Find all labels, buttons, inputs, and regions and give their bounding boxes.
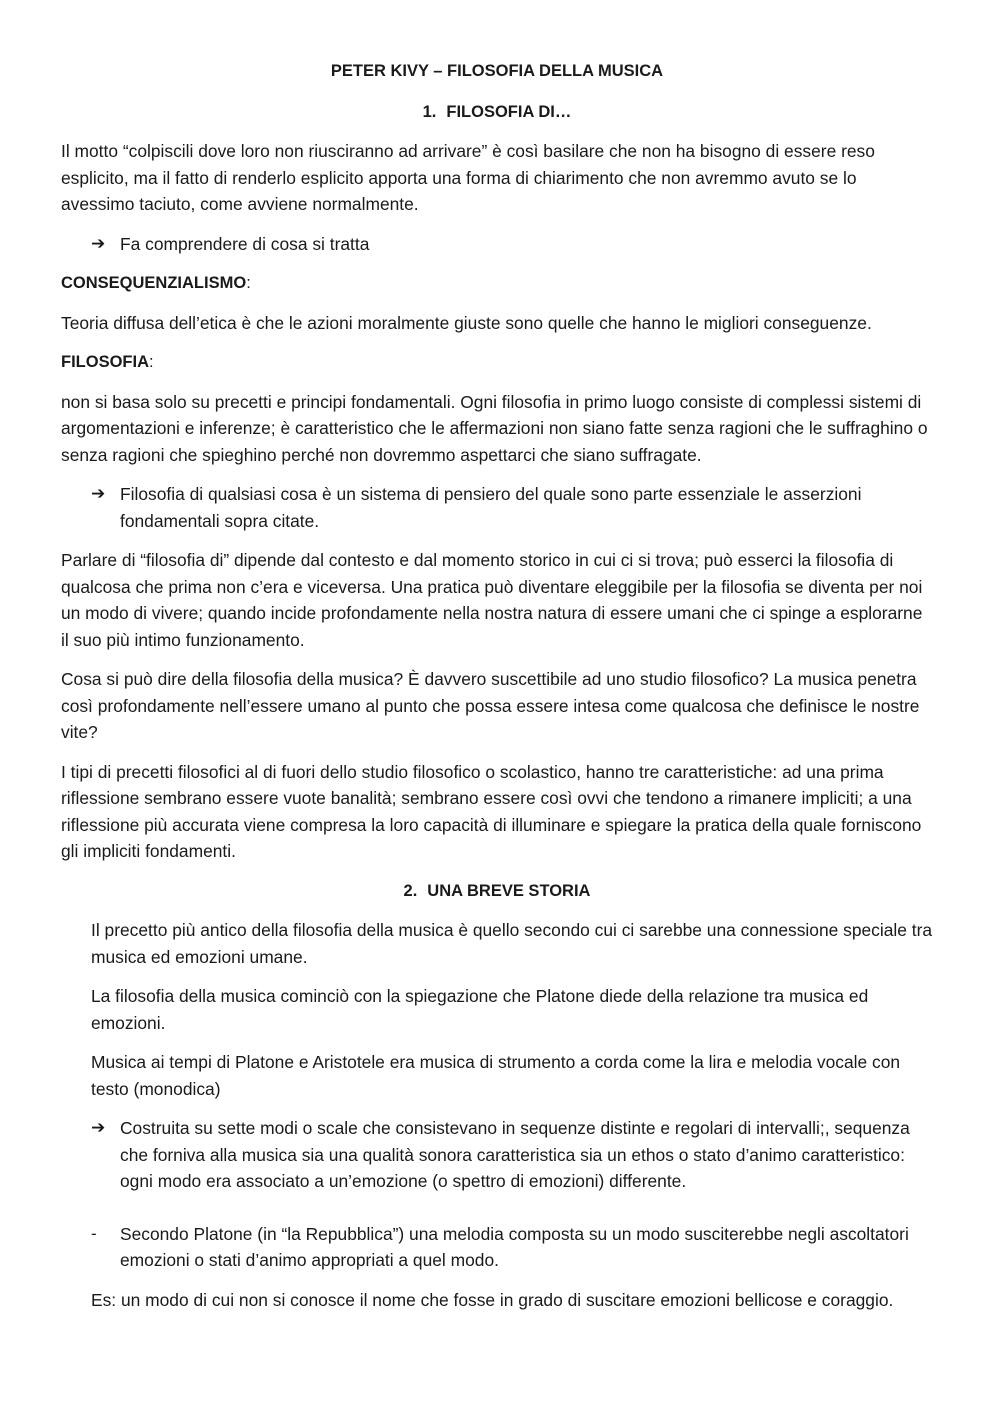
paragraph-platone: La filosofia della musica cominciò con la spiegazione che Platone diede della relazione tra musica ed emozioni. [91, 986, 869, 1033]
arrow-right-icon: ➔ [91, 1118, 106, 1137]
arrow-bullet-text: Fa comprendere di cosa si tratta [120, 233, 370, 254]
section-title-1: FILOSOFIA DI… [446, 102, 572, 121]
document-title: PETER KIVY – FILOSOFIA DELLA MUSICA [330, 62, 664, 80]
arrow-bullet-item [91, 481, 933, 534]
arrow-bullet-text: Costruita su sette modi o scale che consistevano in sequenze distinte e regolari di intervalli;, sequenza che forniva alla musica sia una qualità sonora caratteristica sia un ethos o stato d’animo caratteristico: ogni modo era associato a un’emozione (o spettro di emozioni) differente. [120, 1118, 910, 1191]
paragraph-esempio: Es: un modo di cui non si conosce il nome che fosse in grado di suscitare emozioni bellicose e coraggio. [91, 1289, 894, 1310]
paragraph-filosofia: non si basa solo su precetti e principi fondamentali. Ogni filosofia in primo luogo consiste di complessi sistemi di argomentazioni e inferenze; è caratteristico che le affermazioni non siano fatte senza ragioni che le suffraghino o senza ragioni che spieghino perché non dovremmo aspettarci che siano suffragate. [61, 391, 928, 465]
paragraph-filosofia-di: Parlare di “filosofia di” dipende dal contesto e dal momento storico in cui ci si trova; può esserci la filosofia di qualcosa che prima non c’era e viceversa. Una pratica può diventare eleggibile per la filosofia se diventa per noi un modo di vivere; quando incide profondamente nella nostra natura di essere umani che ci spinge a esplorarne il suo più intimo funzionamento. [61, 550, 923, 650]
arrow-right-icon: ➔ [91, 484, 106, 503]
section-number-1: 1. [422, 102, 437, 121]
paragraph-musica-tempi: Musica ai tempi di Platone e Aristotele era musica di strumento a corda come la lira e melodia vocale con testo (monodica) [91, 1052, 901, 1099]
paragraph-filosofia-musica: Cosa si può dire della filosofia della musica? È davvero suscettibile ad uno studio filosofico? La musica penetra così profondamente nell’essere umano al punto che possa essere intesa come qualcosa che definisce le nostre vite? [61, 669, 920, 742]
label-filosofia-text: FILOSOFIA [61, 353, 149, 371]
arrow-bullet-item [91, 1115, 933, 1195]
paragraph-motto: Il motto “colpiscili dove loro non riusciranno ad arrivare” è così basilare che non ha bisogno di essere reso esplicito, ma il fatto di renderlo esplicito apporta una forma di chiarimento che non avremmo avuto se lo avessimo taciuto, come avviene normalmente. [61, 141, 875, 214]
dash-bullet-text: Secondo Platone (in “la Repubblica”) una melodia composta su un modo susciterebbe negli ascoltatori emozioni o stati d’animo appropriati a quel modo. [120, 1223, 909, 1270]
spacer [61, 1208, 933, 1221]
dash-bullet-icon: - [91, 1223, 97, 1243]
paragraph-precetti: I tipi di precetti filosofici al di fuori dello studio filosofico o scolastico, hanno tre caratteristiche: ad una prima riflessione sembrano essere vuote banalità; sembrano essere così ovvi che tendono a rimanere impliciti; a una riflessione più accurata viene compresa la loro capacità di illuminare e spiegare la pratica della quale forniscono gli impliciti fondamenti. [61, 761, 922, 861]
label-filosofia [61, 349, 933, 376]
arrow-right-icon: ➔ [91, 233, 106, 253]
label-colon: : [149, 353, 154, 371]
section-heading-2 [61, 878, 933, 905]
section-number-2: 2. [403, 881, 418, 900]
label-colon: : [246, 274, 251, 292]
paragraph-etica: Teoria diffusa dell’etica è che le azioni moralmente giuste sono quelle che hanno le migliori conseguenze. [61, 312, 872, 333]
arrow-bullet-text: Filosofia di qualsiasi cosa è un sistema di pensiero del quale sono parte essenziale le asserzioni fondamentali sopra citate. [120, 484, 862, 531]
paragraph-precetto-antico: Il precetto più antico della filosofia della musica è quello secondo cui ci sarebbe una connessione speciale tra musica ed emozioni umane. [91, 920, 933, 967]
dash-bullet-item [91, 1221, 933, 1274]
label-consequenzialismo [61, 270, 933, 297]
section-heading-1 [61, 99, 933, 126]
label-consequenzialismo-text: CONSEQUENZIALISMO [61, 274, 247, 292]
section-title-2: UNA BREVE STORIA [427, 881, 591, 900]
document-page [61, 58, 933, 1326]
arrow-bullet-item [91, 231, 933, 258]
